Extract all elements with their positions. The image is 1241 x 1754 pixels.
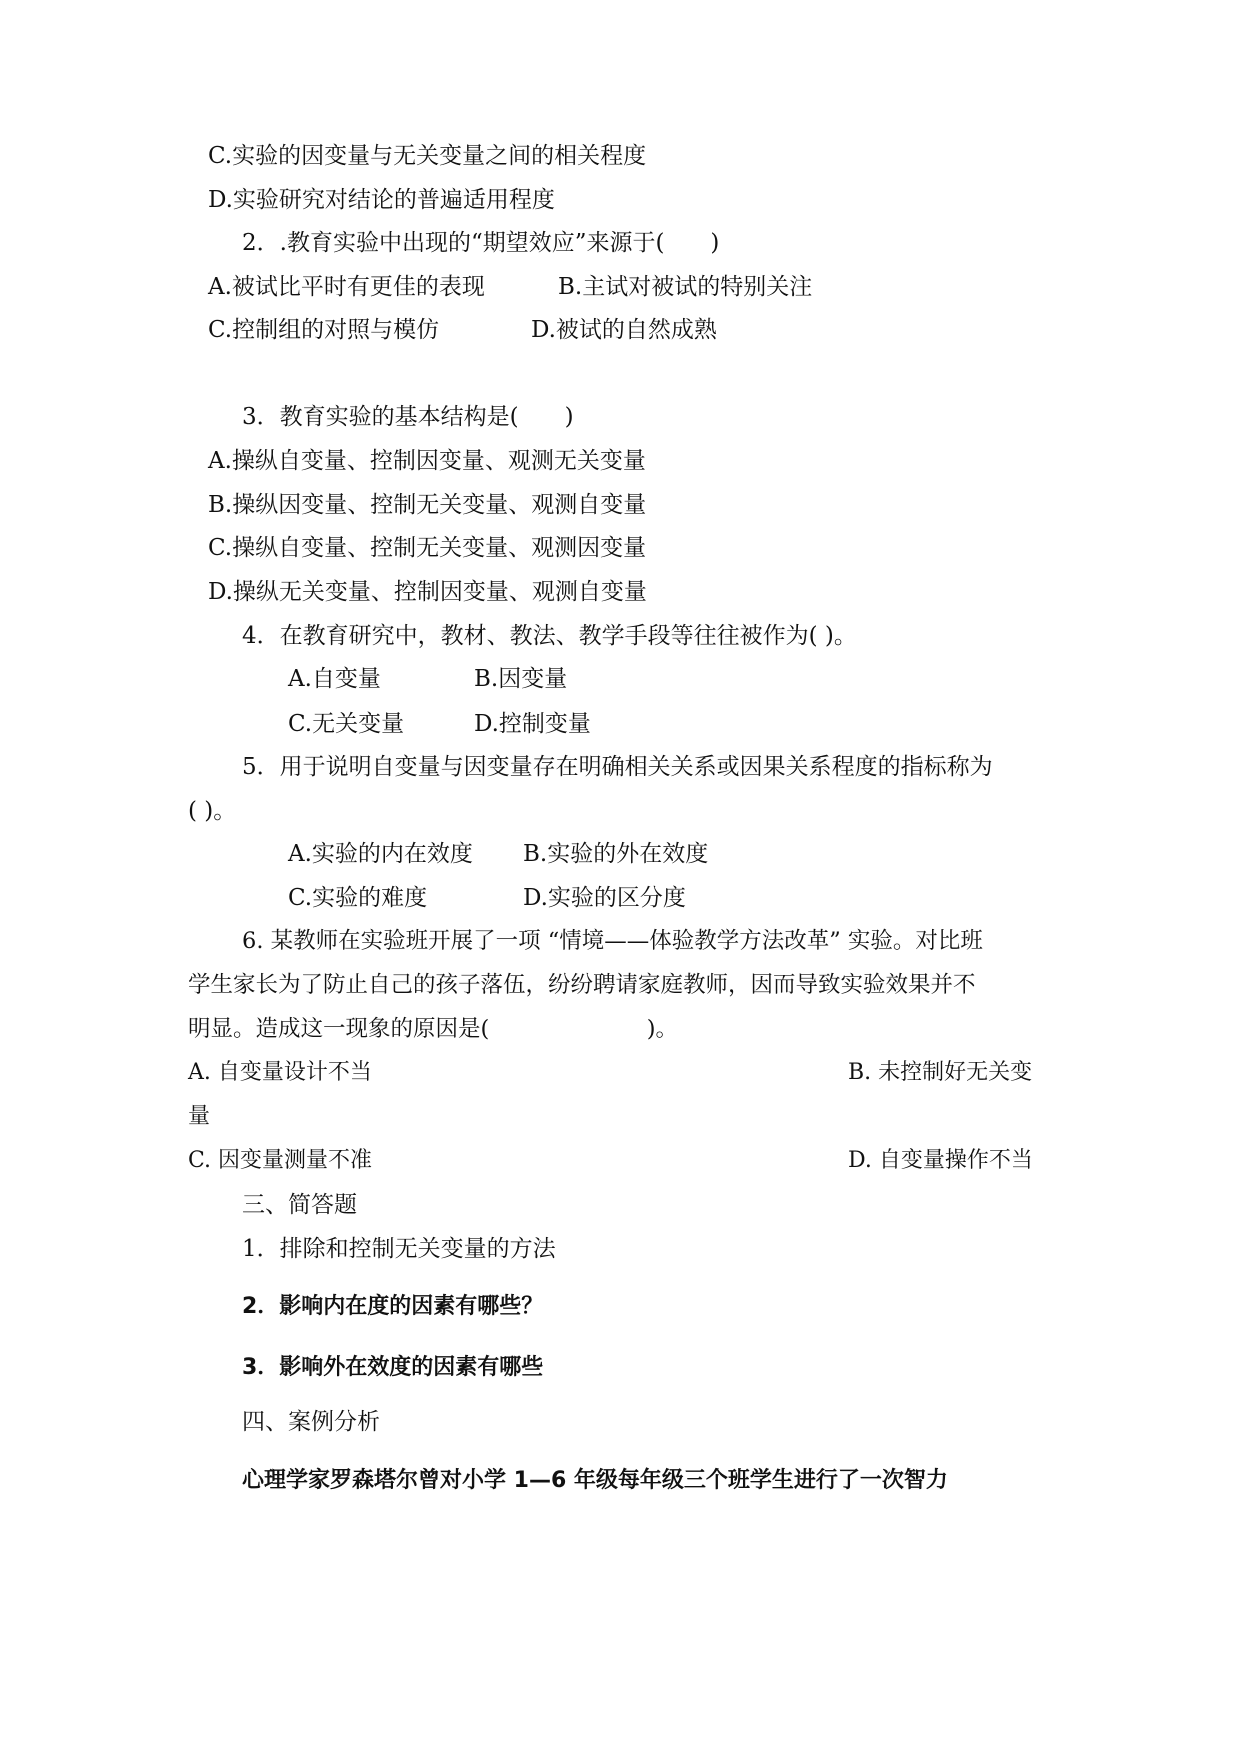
q4-option-c: C.无关变量 [288,711,405,737]
section4-title: 四、案例分析 [242,1409,380,1435]
q3-option-d: D.操纵无关变量、控制因变量、观测自变量 [208,579,647,605]
q6-option-a: A. 自变量设计不当 [188,1060,372,1085]
section3-item-1: 1．排除和控制无关变量的方法 [242,1236,556,1262]
q6-option-d: D. 自变量操作不当 [848,1148,1033,1173]
q2-option-d: D.被试的自然成熟 [531,317,717,343]
q2-option-a: A.被试比平时有更佳的表现 [208,274,485,300]
q4-stem: 4．在教育研究中，教材、教法、教学手段等往往被作为( )。 [242,623,857,649]
q4-option-a: A.自变量 [288,666,381,692]
q4-option-d: D.控制变量 [474,711,591,737]
q6-option-b: B. 未控制好无关变 [848,1060,1033,1085]
q6-stem-line1: 6. 某教师在实验班开展了一项 “情境——体验教学方法改革” 实验。对比班 [242,928,983,954]
q6-option-b-continued: 量 [188,1104,211,1129]
q2-option-b: B.主试对被试的特别关注 [558,274,813,300]
q5-option-c: C.实验的难度 [288,885,428,911]
q3-option-c: C.操纵自变量、控制无关变量、观测因变量 [208,535,647,561]
section4-case-text: 心理学家罗森塔尔曾对小学 1—6 年级每年级三个班学生进行了一次智力 [242,1468,948,1493]
section3-title: 三、简答题 [242,1192,357,1218]
section3-item-3: 3．影响外在效度的因素有哪些 [242,1355,544,1380]
q6-stem-line2: 学生家长为了防止自己的孩子落伍，纷纷聘请家庭教师，因而导致实验效果并不 [188,972,976,998]
q3-option-a: A.操纵自变量、控制因变量、观测无关变量 [208,448,646,474]
q5-option-b: B.实验的外在效度 [523,841,709,867]
q6-stem-line3: 明显。造成这一现象的原因是( )。 [188,1016,679,1042]
q2-stem: 2．.教育实验中出现的“期望效应”来源于( ) [242,230,720,256]
q3-stem: 3．教育实验的基本结构是( ) [242,404,574,430]
q2-option-c: C.控制组的对照与模仿 [208,317,440,343]
q5-stem-line1: 5．用于说明自变量与因变量存在明确相关关系或因果关系程度的指标称为 [242,754,993,780]
q4-option-b: B.因变量 [474,666,568,692]
q1-option-d: D.实验研究对结论的普遍适用程度 [208,187,555,213]
q6-option-c: C. 因变量测量不准 [188,1148,373,1173]
q5-stem-line2: ( )。 [188,798,237,824]
q1-option-c: C.实验的因变量与无关变量之间的相关程度 [208,143,647,169]
q5-option-d: D.实验的区分度 [523,885,686,911]
q3-option-b: B.操纵因变量、控制无关变量、观测自变量 [208,492,647,518]
q5-option-a: A.实验的内在效度 [288,841,473,867]
section3-item-2: 2．影响内在度的因素有哪些？ [242,1294,544,1319]
